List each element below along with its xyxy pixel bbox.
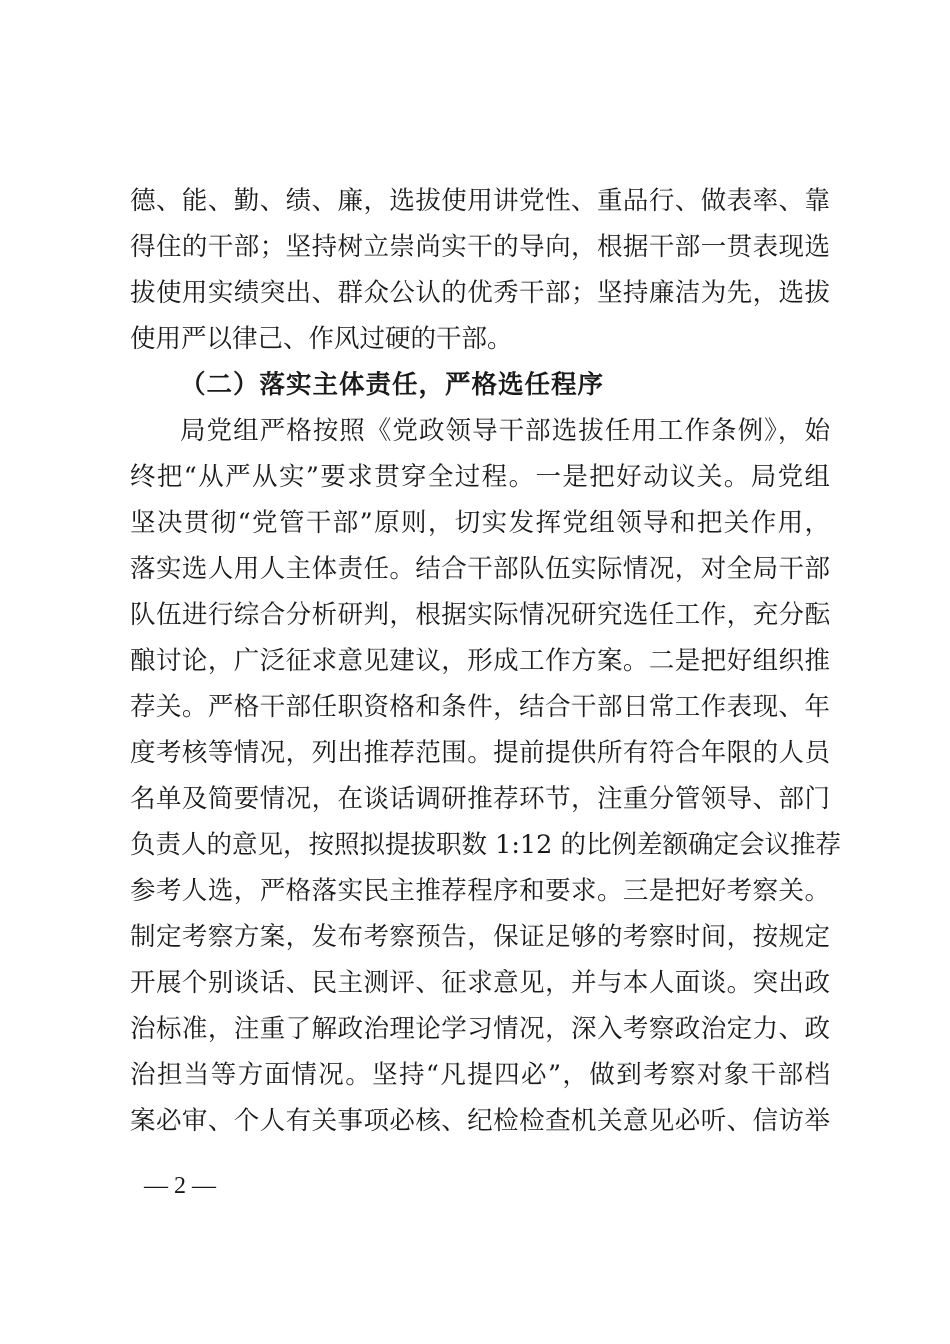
paragraph2-line: 参考人选，严格落实民主推荐程序和要求。三是把好考察关。 [130, 876, 830, 906]
paragraph2-line: 坚决贯彻“党管干部”原则，切实发挥党组领导和把关作用， [130, 508, 830, 538]
paragraph2-line: 落实选人用人主体责任。结合干部队伍实际情况，对全局干部 [130, 554, 830, 584]
paragraph2-line: 荐关。严格干部任职资格和条件，结合干部日常工作表现、年 [130, 692, 830, 722]
paragraph2-line: 案必审、个人有关事项必核、纪检检查机关意见必听、信访举 [130, 1106, 830, 1136]
paragraph2-line: 治担当等方面情况。坚持“凡提四必”，做到考察对象干部档 [130, 1060, 830, 1090]
document-body [130, 178, 841, 1144]
paragraph2-line: 队伍进行综合分析研判，根据实际情况研究选任工作，充分酝 [130, 600, 830, 630]
paragraph2-line: 名单及简要情况，在谈话调研推荐环节，注重分管领导、部门 [130, 784, 830, 814]
paragraph1-line: 得住的干部；坚持树立崇尚实干的导向，根据干部一贯表现选 [130, 232, 830, 262]
paragraph2-line: 开展个别谈话、民主测评、征求意见，并与本人面谈。突出政 [130, 968, 830, 998]
paragraph2-line: 治标准，注重了解政治理论学习情况，深入考察政治定力、政 [130, 1014, 830, 1044]
paragraph2-line: 酿讨论，广泛征求意见建议，形成工作方案。二是把好组织推 [130, 646, 830, 676]
paragraph2-line: 终把“从严从实”要求贯穿全过程。一是把好动议关。局党组 [130, 462, 830, 492]
paragraph1-line: 拔使用实绩突出、群众公认的优秀干部；坚持廉洁为先，选拔 [130, 278, 830, 308]
paragraph2-line: 制定考察方案，发布考察预告，保证足够的考察时间，按规定 [130, 922, 830, 952]
paragraph2-line: 负责人的意见，按照拟提拔职数 1:12 的比例差额确定会议推荐 [130, 830, 841, 860]
paragraph1-line: 德、能、勤、绩、廉，选拔使用讲党性、重品行、做表率、靠 [130, 186, 830, 216]
paragraph2-line: 局党组严格按照《党政领导干部选拔任用工作条例》，始 [180, 416, 830, 446]
paragraph1-line: 使用严以律己、作风过硬的干部。 [130, 324, 513, 354]
paragraph2-line: 度考核等情况，列出推荐范围。提前提供所有符合年限的人员 [130, 738, 830, 768]
section-heading: （二）落实主体责任，严格选任程序 [180, 370, 605, 400]
page-number: — 2 — [144, 1173, 216, 1199]
